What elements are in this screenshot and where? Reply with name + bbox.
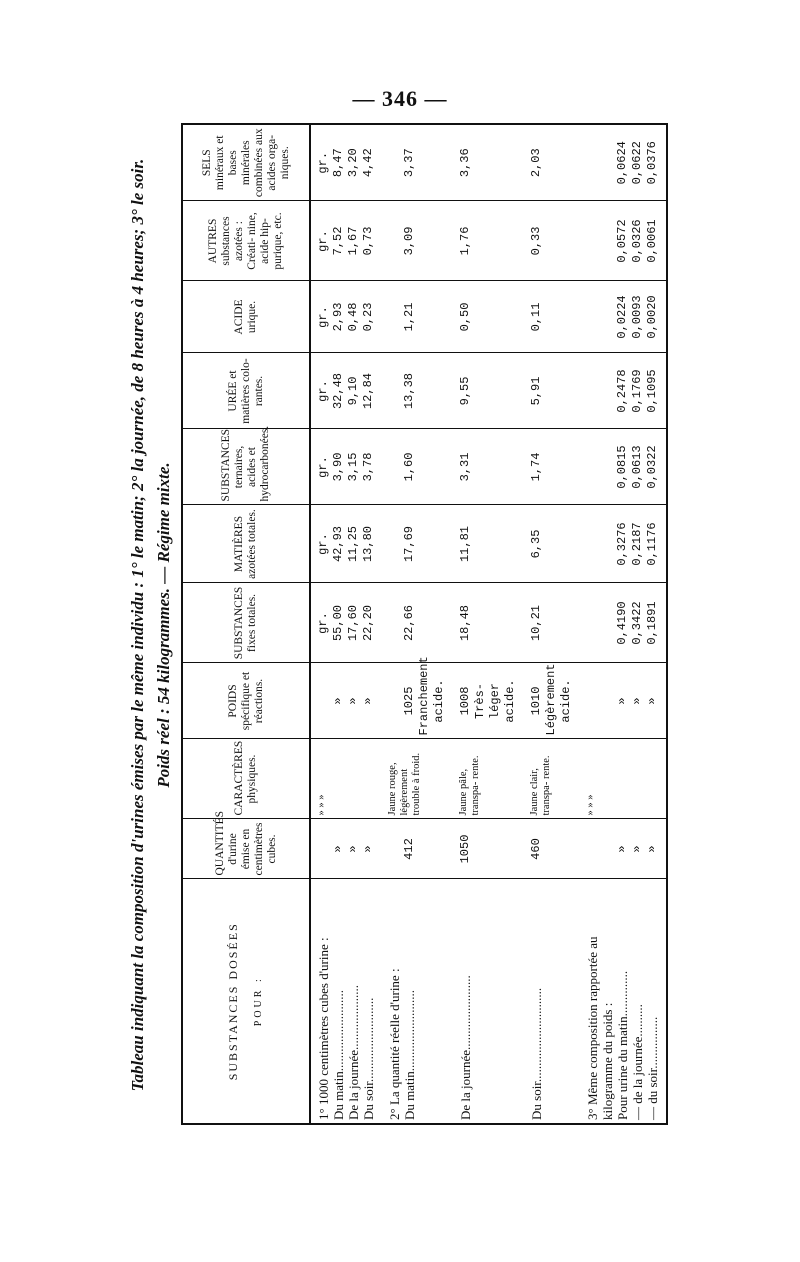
acide-cell: 0,0224 0,0093 0,0020 <box>580 281 667 353</box>
row-label: 3° Même composition rapportée au kilogramme du poids : Pour urine du matin.............. — de la journée.......... — du soir................ <box>580 879 667 1124</box>
fixes-cell: 18,48 <box>453 583 524 663</box>
autres-cell: 0,33 <box>524 201 580 281</box>
caracteres-cell: Jaune rouge, légèrement trouble à froid. <box>382 739 453 819</box>
uree-cell: gr. 32,48 9,10 12,84 <box>310 353 382 429</box>
uree-cell: 0,2478 0,1769 0,1095 <box>580 353 667 429</box>
uree-cell: 9,55 <box>453 353 524 429</box>
header-autres-substances: AUTRES substances azotées : Créati- nine, acide hip- purique, etc. <box>182 201 310 281</box>
azotees-cell: 0,3276 0,2187 0,1176 <box>580 505 667 583</box>
uree-cell: 5,91 <box>524 353 580 429</box>
poids-cell: 1008 Très-léger acide. <box>453 663 524 739</box>
fixes-cell: 22,66 <box>382 583 453 663</box>
header-substances-ternaires: SUBSTANCES ternaires, acides et hydrocarbonées. <box>182 429 310 505</box>
ternaires-cell: 1,74 <box>524 429 580 505</box>
azotees-cell: 6,35 <box>524 505 580 583</box>
caracteres-cell: » » » <box>310 739 382 819</box>
table-body <box>310 124 667 1124</box>
autres-cell: 1,76 <box>453 201 524 281</box>
caption-line-1: Tableau indiquant la composition d'urines émises par le même individu : 1° le matin; 2° la journée, de 8 heures à 4 heures; 3° le soir. <box>128 158 147 1092</box>
caracteres-cell: Jaune clair, transpa- rente. <box>524 739 580 819</box>
header-acide-urique: ACIDE urique. <box>182 281 310 353</box>
autres-cell: 0,0572 0,0326 0,0061 <box>580 201 667 281</box>
row-label: Du soir............................. <box>524 879 580 1124</box>
table-row <box>453 124 524 1124</box>
header-row <box>182 124 310 1124</box>
rotated-table-block <box>125 125 680 1125</box>
page-number: — 346 — <box>352 86 448 111</box>
caracteres-cell: Jaune pâle, transpa- rente. <box>453 739 524 819</box>
acide-cell: 0,11 <box>524 281 580 353</box>
header-substances <box>182 879 310 1124</box>
quantite-cell: » » » <box>580 819 667 879</box>
caption-line-2: Poids réel : 54 kilogrammes. — Régime mixte. <box>154 462 173 788</box>
caracteres-cell: » » » <box>580 739 667 819</box>
header-substances-title: SUBSTANCES DOSÉES <box>226 922 240 1081</box>
sels-cell: 3,37 <box>382 124 453 201</box>
row-label: 1° 1000 centimètres cubes d'urine : Du matin......................... De la journée.................... Du soir.......................... <box>310 879 382 1124</box>
table-row <box>310 124 382 1124</box>
table-row <box>382 124 453 1124</box>
row-label: 2° La quantité réelle d'urine : Du matin......................... <box>382 879 453 1124</box>
table-caption <box>125 125 181 1125</box>
ternaires-cell: 1,60 <box>382 429 453 505</box>
row-label: De la journée....................... <box>453 879 524 1124</box>
fixes-cell: 0,4190 0,3422 0,1891 <box>580 583 667 663</box>
acide-cell: gr. 2,93 0,48 0,23 <box>310 281 382 353</box>
header-quantites: QUANTITÉS d'urine émise en centimètres cubes. <box>182 819 310 879</box>
ternaires-cell: 3,31 <box>453 429 524 505</box>
composition-table <box>181 123 668 1125</box>
header-matieres-azotees: MATIÈRES azotées totales. <box>182 505 310 583</box>
uree-cell: 13,38 <box>382 353 453 429</box>
table-row <box>580 124 667 1124</box>
sels-cell: 0,0624 0,0622 0,0376 <box>580 124 667 201</box>
header-uree: URÉE et matières colo- rantes. <box>182 353 310 429</box>
ternaires-cell: 0,0815 0,0613 0,0322 <box>580 429 667 505</box>
sels-cell: 3,36 <box>453 124 524 201</box>
quantite-cell: 1050 <box>453 819 524 879</box>
quantite-cell: 412 <box>382 819 453 879</box>
quantite-cell: » » » <box>310 819 382 879</box>
fixes-cell: gr. 55,00 17,60 22,20 <box>310 583 382 663</box>
acide-cell: 1,21 <box>382 281 453 353</box>
azotees-cell: gr. 42,93 11,25 13,80 <box>310 505 382 583</box>
autres-cell: gr. 7,52 1,67 0,73 <box>310 201 382 281</box>
ternaires-cell: gr. 3,90 3,15 3,78 <box>310 429 382 505</box>
acide-cell: 0,50 <box>453 281 524 353</box>
fixes-cell: 10,21 <box>524 583 580 663</box>
quantite-cell: 460 <box>524 819 580 879</box>
sels-cell: 2,03 <box>524 124 580 201</box>
autres-cell: 3,09 <box>382 201 453 281</box>
poids-cell: » » » <box>580 663 667 739</box>
sels-cell: gr. 8,47 3,20 4,42 <box>310 124 382 201</box>
header-substances-fixes: SUBSTANCES fixes totales. <box>182 583 310 663</box>
poids-cell: » » » <box>310 663 382 739</box>
header-poids: POIDS spécifique et réactions. <box>182 663 310 739</box>
azotees-cell: 17,69 <box>382 505 453 583</box>
header-sels: SELS minéraux et bases minérales combinées aux acides orga- niques. <box>182 124 310 201</box>
table-row <box>524 124 580 1124</box>
poids-cell: 1025 Franchement acide. <box>382 663 453 739</box>
header-substances-sub: POUR : <box>253 976 264 1027</box>
poids-cell: 1010 Légèrement acide. <box>524 663 580 739</box>
header-caracteres: CARACTÈRES physiques. <box>182 739 310 819</box>
azotees-cell: 11,81 <box>453 505 524 583</box>
